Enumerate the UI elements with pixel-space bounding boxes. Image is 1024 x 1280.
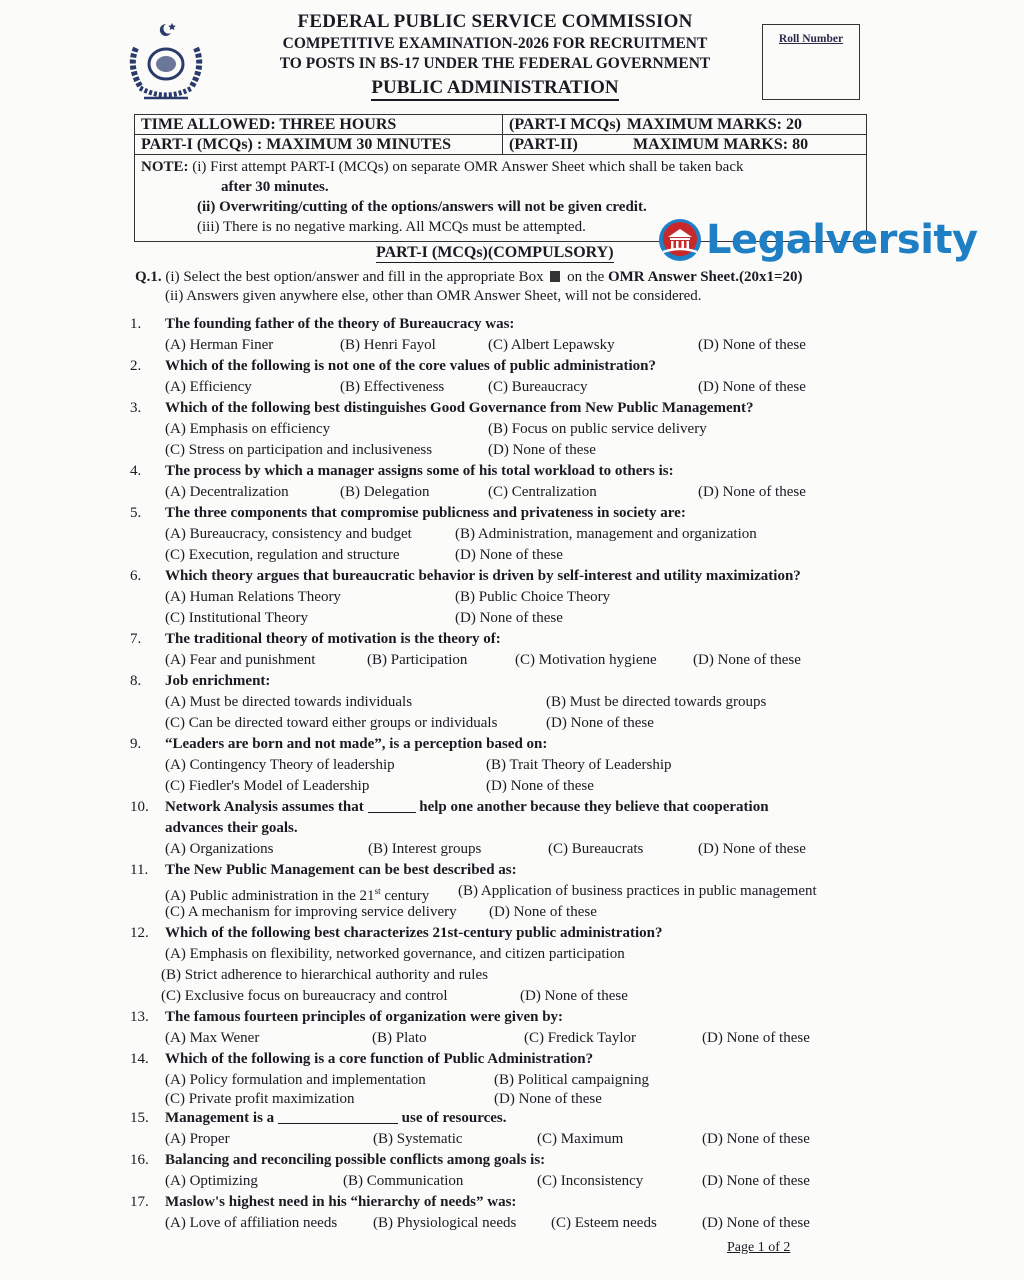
options-row [165, 608, 890, 629]
question-number: 1. [130, 316, 142, 332]
option-b[interactable]: (B) Strict adherence to hierarchical authority and rules [161, 967, 488, 983]
question-15 [130, 1108, 890, 1150]
question-number: 3. [130, 400, 142, 416]
note-i: (i) First attempt PART-I (MCQs) on separate OMR Answer Sheet which shall be taken back [192, 159, 744, 175]
option-c[interactable]: (C) Esteem needs [551, 1215, 657, 1231]
watermark [658, 216, 978, 264]
options-row [165, 902, 890, 923]
question-number: 5. [130, 505, 142, 521]
question-number: 10. [130, 799, 149, 815]
page-number: Page 1 of 2 [727, 1240, 791, 1255]
option-c[interactable]: (C) Private profit maximization [165, 1091, 355, 1107]
option-d[interactable]: (D) None of these [702, 1030, 810, 1046]
option-d[interactable]: (D) None of these [455, 547, 563, 563]
part1-time: PART-I (MCQs) : MAXIMUM 30 MINUTES [135, 135, 503, 154]
question-stem: Job enrichment: [165, 673, 271, 689]
option-a[interactable]: (A) Fear and punishment [165, 652, 316, 668]
fill-blank [278, 1123, 398, 1124]
question-8 [130, 671, 890, 734]
question-stem: Which of the following is not one of the core values of public administration? [165, 358, 656, 374]
question-number: 8. [130, 673, 142, 689]
time-allowed: TIME ALLOWED: THREE HOURS [135, 115, 503, 134]
option-b[interactable]: (B) Systematic [373, 1131, 463, 1147]
option-c[interactable]: (C) Stress on participation and inclusiveness [165, 442, 433, 458]
part1-marks-cell [503, 115, 866, 134]
option-a[interactable]: (A) Contingency Theory of leadership [165, 757, 395, 773]
options-row [165, 755, 890, 776]
option-d[interactable]: (D) None of these [494, 1091, 602, 1107]
options-row [165, 1028, 890, 1049]
question-number: 11. [130, 862, 149, 878]
question-12 [130, 923, 890, 1007]
question-list [130, 314, 890, 1234]
question-6 [130, 566, 890, 629]
fpsc-emblem-icon [122, 18, 210, 106]
option-b[interactable]: (B) Must be directed towards groups [546, 694, 767, 710]
question-stem: The famous fourteen principles of organization were given by: [165, 1009, 564, 1025]
note-label: NOTE: [141, 159, 189, 175]
options-row [165, 839, 890, 860]
question-stem: The process by which a manager assigns some of his total workload to others is: [165, 463, 674, 479]
options-row [165, 713, 890, 734]
question-number: 13. [130, 1009, 149, 1025]
option-c[interactable]: (C) Motivation hygiene [515, 652, 657, 668]
options-row [165, 692, 890, 713]
option-a-text: century [380, 888, 430, 904]
question-number: 12. [130, 925, 149, 941]
exam-header [240, 10, 750, 101]
option-d[interactable]: (D) None of these [455, 610, 563, 626]
question-7 [130, 629, 890, 671]
question-number: 2. [130, 358, 142, 374]
option-a[interactable]: (A) Emphasis on flexibility, networked governance, and citizen participation [165, 946, 625, 962]
stem-part: help one another because they believe that cooperation [419, 799, 769, 815]
part2-marks: MAXIMUM MARKS: 80 [633, 136, 809, 153]
question-number: 14. [130, 1051, 149, 1067]
question-stem [165, 1108, 890, 1129]
instruction-i-bold: OMR Answer Sheet.(20x1=20) [607, 269, 803, 285]
option-c[interactable]: (C) Fiedler's Model of Leadership [165, 778, 370, 794]
question-17 [130, 1192, 890, 1234]
option-c[interactable]: (C) Execution, regulation and structure [165, 547, 400, 563]
question-stem: The founding father of the theory of Bureaucracy was: [165, 316, 515, 332]
question-14 [130, 1049, 890, 1108]
options-row [165, 881, 890, 902]
question-4 [130, 461, 890, 503]
options-row [165, 482, 890, 503]
options-row [165, 419, 890, 440]
question-13 [130, 1007, 890, 1049]
option-d[interactable]: (D) None of these [702, 1173, 810, 1189]
note-ii: (ii) Overwriting/cutting of the options/answers will not be given credit. [197, 199, 647, 215]
question-5 [130, 503, 890, 566]
legalversity-logo-icon [658, 218, 702, 262]
q1-label: Q.1. [135, 269, 162, 285]
option-a[interactable]: (A) Human Relations Theory [165, 589, 341, 605]
part1-key: (PART-I MCQs) [509, 116, 621, 133]
watermark-text: Legalversity [706, 217, 978, 263]
options-row [165, 587, 890, 608]
instruction-ii: (ii) Answers given anywhere else, other than OMR Answer Sheet, will not be considered. [165, 288, 702, 304]
option-d[interactable]: (D) None of these [546, 715, 654, 731]
note-iii: (iii) There is no negative marking. All MCQs must be attempted. [197, 219, 586, 235]
question-stem-cont: advances their goals. [165, 820, 298, 836]
option-d[interactable]: (D) None of these [698, 379, 806, 395]
question-2 [130, 356, 890, 398]
subject-title: PUBLIC ADMINISTRATION [371, 77, 618, 101]
question-stem [165, 797, 890, 818]
options-row [165, 1070, 890, 1089]
question-1 [130, 314, 890, 356]
options-row [161, 986, 890, 1007]
options-row [165, 440, 890, 461]
question-stem: “Leaders are born and not made”, is a perception based on: [165, 736, 548, 752]
question-number: 7. [130, 631, 142, 647]
option-b[interactable]: (B) Interest groups [368, 841, 482, 857]
option-b[interactable]: (B) Application of business practices in public management [458, 883, 817, 899]
option-b[interactable]: (B) Communication [343, 1173, 464, 1189]
part2-key: (PART-II) [509, 136, 578, 153]
option-b[interactable]: (B) Political campaigning [494, 1072, 649, 1088]
options-row [165, 524, 890, 545]
option-b[interactable]: (B) Trait Theory of Leadership [486, 757, 672, 773]
option-d[interactable]: (D) None of these [489, 904, 597, 920]
question-stem: Which of the following best distinguishes Good Governance from New Public Management? [165, 400, 754, 416]
option-d[interactable]: (D) None of these [702, 1131, 810, 1147]
note-i-cont: after 30 minutes. [221, 179, 329, 195]
options-row [165, 650, 890, 671]
question-stem: Which of the following best characterizes 21st-century public administration? [165, 925, 663, 941]
question-stem: Which theory argues that bureaucratic behavior is driven by self-interest and utility maximization? [165, 568, 801, 584]
option-a[interactable]: (A) Must be directed towards individuals [165, 694, 413, 710]
question-number: 15. [130, 1110, 149, 1126]
part1-marks: MAXIMUM MARKS: 20 [626, 116, 802, 133]
question-11 [130, 860, 890, 923]
question-9 [130, 734, 890, 797]
option-d[interactable]: (D) None of these [520, 988, 628, 1004]
options-row [165, 377, 890, 398]
option-b[interactable]: (B) Physiological needs [373, 1215, 517, 1231]
superscript: st [374, 886, 381, 896]
option-b[interactable]: (B) Focus on public service delivery [488, 421, 707, 437]
part2-marks-cell [503, 135, 866, 154]
option-c[interactable]: (C) Can be directed toward either groups or individuals [165, 715, 498, 731]
option-d[interactable]: (D) None of these [698, 484, 806, 500]
option-b[interactable]: (B) Effectiveness [340, 379, 445, 395]
option-a[interactable]: (A) Proper [165, 1131, 230, 1147]
option-c[interactable]: (C) Bureaucrats [548, 841, 644, 857]
options-row [165, 1213, 890, 1234]
option-a[interactable]: (A) Max Wener [165, 1030, 260, 1046]
question-16 [130, 1150, 890, 1192]
option-b[interactable]: (B) Plato [372, 1030, 427, 1046]
question-number: 17. [130, 1194, 149, 1210]
question-number: 9. [130, 736, 142, 752]
question-number: 16. [130, 1152, 149, 1168]
stem-part: use of resources. [401, 1110, 507, 1126]
option-a-text: (A) Public administration in the 21 [165, 888, 375, 904]
options-row [165, 1171, 890, 1192]
question-stem: The New Public Management can be best described as: [165, 862, 517, 878]
option-b[interactable]: (B) Administration, management and organization [455, 526, 757, 542]
option-a[interactable]: (A) Bureaucracy, consistency and budget [165, 526, 412, 542]
stem-part: Network Analysis assumes that [165, 799, 364, 815]
option-a[interactable]: (A) Efficiency [165, 379, 252, 395]
option-a[interactable]: (A) Herman Finer [165, 337, 274, 353]
question-stem: Maslow's highest need in his “hierarchy of needs” was: [165, 1194, 517, 1210]
option-c[interactable]: (C) Bureaucracy [488, 379, 588, 395]
question-10 [130, 797, 890, 860]
option-a[interactable]: (A) Love of affiliation needs [165, 1215, 338, 1231]
option-c[interactable]: (C) Inconsistency [537, 1173, 644, 1189]
question-stem: The three components that compromise publicness and privateness in society are: [165, 505, 686, 521]
option-c[interactable]: (C) Maximum [537, 1131, 624, 1147]
fill-blank [368, 812, 416, 813]
info-row-1 [135, 115, 866, 135]
option-b[interactable]: (B) Delegation [340, 484, 430, 500]
roll-number-label: Roll Number [778, 33, 844, 45]
option-a[interactable]: (A) Policy formulation and implementation [165, 1072, 426, 1088]
info-row-2 [135, 135, 866, 155]
option-a[interactable]: (A) Decentralization [165, 484, 289, 500]
question-stem: Which of the following is a core function of Public Administration? [165, 1051, 594, 1067]
options-row [165, 776, 890, 797]
option-a[interactable]: (A) Emphasis on efficiency [165, 421, 331, 437]
filled-box-icon [550, 271, 560, 282]
option-d[interactable]: (D) None of these [488, 442, 596, 458]
options-row [165, 1129, 890, 1150]
question-number: 6. [130, 568, 142, 584]
option-c[interactable]: (C) Centralization [488, 484, 597, 500]
part-title: PART-I (MCQs)(COMPULSORY) [376, 244, 614, 261]
option-d[interactable]: (D) None of these [693, 652, 801, 668]
instruction-i: (i) Select the best option/answer and fill in the appropriate Box [165, 269, 544, 285]
question-3 [130, 398, 890, 461]
option-d[interactable]: (D) None of these [698, 841, 806, 857]
option-a[interactable]: (A) Optimizing [165, 1173, 258, 1189]
exam-title: COMPETITIVE EXAMINATION-2026 FOR RECRUITMENT [282, 35, 708, 52]
stem-part: Management is a [165, 1110, 275, 1126]
options-row [165, 1089, 890, 1108]
org-name: FEDERAL PUBLIC SERVICE COMMISSION [297, 11, 693, 32]
options-row [165, 545, 890, 566]
option-b[interactable]: (B) Public Choice Theory [455, 589, 611, 605]
question-stem: The traditional theory of motivation is the theory of: [165, 631, 501, 647]
option-d[interactable]: (D) None of these [698, 337, 806, 353]
option-c[interactable]: (C) Fredick Taylor [524, 1030, 636, 1046]
mcq-instructions [135, 268, 803, 306]
option-c[interactable]: (C) A mechanism for improving service delivery [165, 904, 457, 920]
option-b[interactable]: (B) Participation [367, 652, 468, 668]
option-c[interactable]: (C) Institutional Theory [165, 610, 309, 626]
options-row [165, 335, 890, 356]
question-stem: Balancing and reconciling possible conflicts among goals is: [165, 1152, 546, 1168]
option-a[interactable]: (A) Organizations [165, 841, 274, 857]
exam-subtitle: TO POSTS IN BS-17 UNDER THE FEDERAL GOVERNMENT [279, 55, 711, 72]
options-row [165, 944, 890, 965]
option-b[interactable]: (B) Henri Fayol [340, 337, 436, 353]
option-d[interactable]: (D) None of these [486, 778, 594, 794]
instruction-i-after: on the [567, 269, 605, 285]
option-c[interactable]: (C) Exclusive focus on bureaucracy and control [161, 988, 448, 1004]
option-c[interactable]: (C) Albert Lepawsky [488, 337, 615, 353]
options-row [161, 965, 890, 986]
option-d[interactable]: (D) None of these [702, 1215, 810, 1231]
question-number: 4. [130, 463, 142, 479]
roll-number-box[interactable] [762, 24, 860, 100]
